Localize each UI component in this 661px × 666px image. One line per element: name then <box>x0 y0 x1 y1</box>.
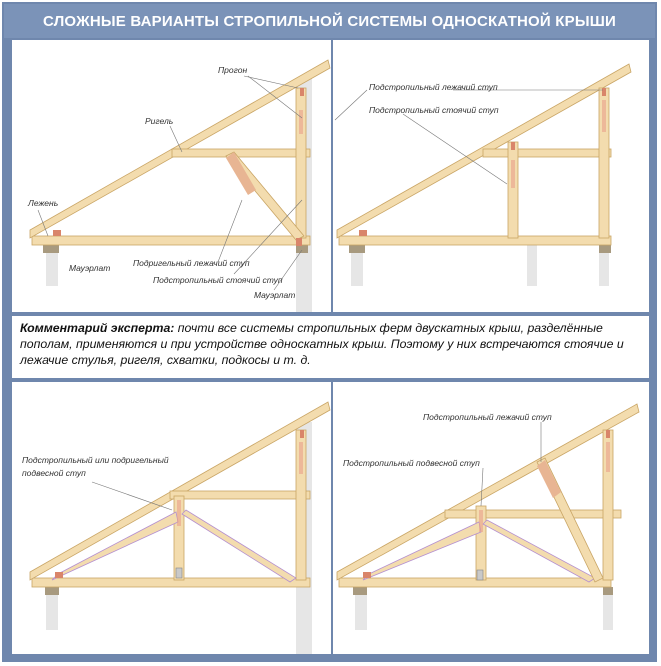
roof-diagram-4 <box>333 382 649 654</box>
label-podrigel-lezh: Подригельный лежачий ступ <box>133 258 250 268</box>
fastener <box>511 142 515 150</box>
mauerlat-block <box>599 245 611 253</box>
fastener <box>606 442 610 472</box>
leader-line <box>218 200 242 262</box>
lezhen-beam <box>32 578 310 587</box>
rafter <box>337 404 639 580</box>
fastener <box>176 568 182 578</box>
fastener <box>299 110 303 134</box>
fastener <box>479 510 483 532</box>
diagram-panel-bottom-left <box>12 382 331 654</box>
fastener <box>177 500 181 526</box>
diagram-panel-top-left <box>12 40 331 312</box>
rigel-beam <box>170 491 310 499</box>
leader-line <box>335 90 367 120</box>
label-lezhen: Лежень <box>28 198 59 208</box>
strut-left <box>52 512 178 580</box>
roof-diagram-2 <box>333 40 649 312</box>
rigel-beam <box>172 149 310 157</box>
label-rigel: Ригель <box>145 116 174 126</box>
fastener <box>363 572 371 578</box>
lezhen-beam <box>32 236 310 245</box>
leader-line <box>92 482 172 510</box>
fastener <box>299 442 303 474</box>
fastener <box>359 230 367 236</box>
mauerlat-block <box>45 587 59 595</box>
lezhen-beam <box>339 578 611 587</box>
roof-diagram-1 <box>12 40 331 312</box>
comment-text: почти все системы стропильных ферм двускатных крыш, разделённые пополам, применяются и при устройстве односкатных крыш. Поэтому у них встречаются стоячие и лежачие стулья, ригеля, схватки, подкосы и т. д. <box>20 321 624 367</box>
fastener <box>477 570 483 580</box>
label-line2: подвесной ступ <box>22 468 86 478</box>
leader-line <box>481 468 483 506</box>
label-podves: Подстропильный подвесной ступ <box>343 458 480 468</box>
fastener <box>511 160 515 188</box>
fastener <box>602 100 606 132</box>
fastener <box>300 430 304 438</box>
roof-diagram-3 <box>12 382 331 654</box>
diagram-panel-top-right <box>333 40 649 312</box>
fastener <box>300 88 304 96</box>
title-bar <box>4 4 655 38</box>
fastener <box>602 88 606 96</box>
mauerlat-block <box>603 587 613 595</box>
page-title: СЛОЖНЫЕ ВАРИАНТЫ СТРОПИЛЬНОЙ СИСТЕМЫ ОДНОСКАТНОЙ КРЫШИ <box>43 12 616 30</box>
mauerlat-block <box>43 245 59 253</box>
label-mauerlat-left: Мауэрлат <box>69 263 111 273</box>
fastener <box>53 230 61 236</box>
wall <box>527 244 537 286</box>
mauerlat-block <box>296 245 308 253</box>
mauerlat-block <box>349 245 365 253</box>
comment-label: Комментарий эксперта: <box>20 321 175 335</box>
rigel-beam <box>445 510 621 518</box>
fastener <box>606 430 610 438</box>
label-progon: Прогон <box>218 65 248 75</box>
mauerlat-block <box>353 587 367 595</box>
standing-post-middle <box>508 142 518 238</box>
lezhen-beam <box>339 236 611 245</box>
strut-right <box>182 510 296 582</box>
fastener <box>296 238 302 246</box>
rigel-beam <box>483 149 611 157</box>
label-line1: Подстропильный или подригельный <box>22 455 169 465</box>
label-lezh: Подстропильный лежачий ступ <box>369 82 498 92</box>
diagram-panel-bottom-right <box>333 382 649 654</box>
label-mauerlat-right: Мауэрлат <box>254 290 296 300</box>
label-lezh: Подстропильный лежачий ступ <box>423 412 552 422</box>
expert-comment <box>12 316 649 378</box>
label-stoy: Подстропильный стоячий ступ <box>369 105 499 115</box>
label-podstrop-stoy: Подстропильный стоячий ступ <box>153 275 283 285</box>
fastener <box>55 572 63 578</box>
